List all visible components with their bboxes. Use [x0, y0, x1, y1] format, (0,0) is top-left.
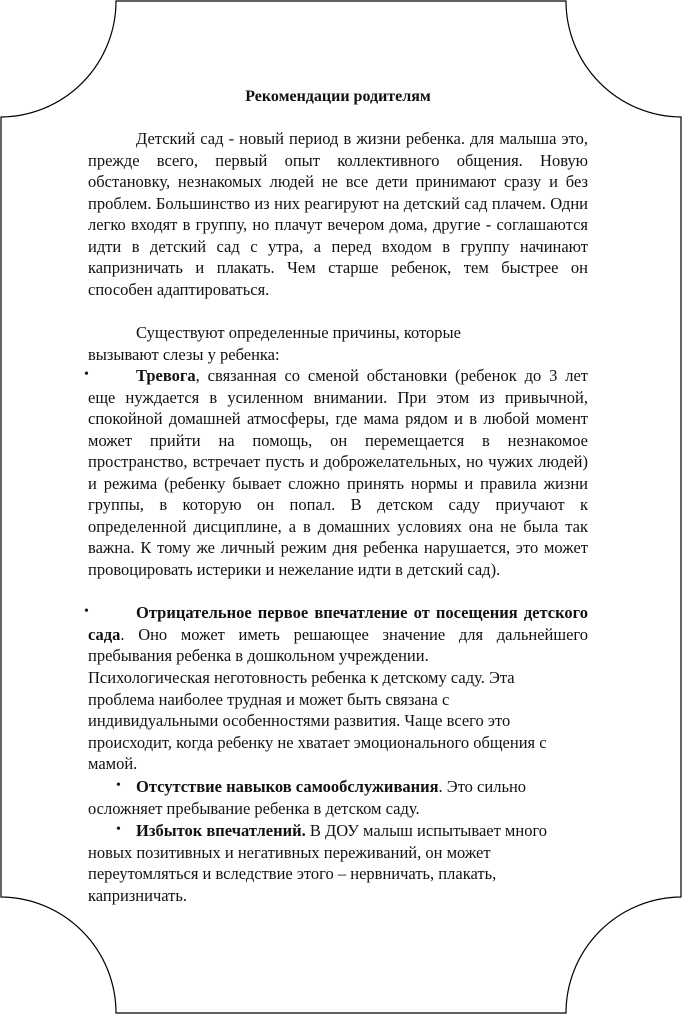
causes-intro: Существуют определенные причины, которые вызывают слезы у ребенка:: [88, 323, 461, 364]
bullet-marker: •: [116, 778, 121, 793]
intro-paragraph: Детский сад - новый период в жизни ребенка. для малыша это, прежде всего, первый опыт коллективного общения. Новую обстановку, незнакомых людей не все дети принимают сразу и без проблем. Большинство из них реагируют на детский сад плачем. Одни легко входят в группу, но плачут вечером дома, другие - соглашаются идти в детский сад с утра, а перед входом в группу начинают капризничать и плакать. Чем старше ребенок, тем быстрее он способен адаптироваться.: [88, 129, 588, 299]
list-item-bold: Тревога: [136, 366, 196, 385]
list-item-text: , связанная со сменой обстановки (ребенок до 3 лет еще нуждается в усиленном внимании. При этом из привычной, спокойной домашней атмосферы, где мама рядом и в любой момент может прийти на помощь, он перемещается в незнакомое пространство, встречает пусть и доброжелательных, но чужих людей) и режима (ребенку бывает сложно принять нормы и правила жизни группы, в которую он попал. В детском саду приучают к определенной дисциплине, а в домашних условиях она не была так важна. К тому же личный режим дня ребенка нарушается, это может провоцировать истерики и нежелание идти в детский сад).: [88, 366, 588, 579]
list-item-text: . Это сильно осложняет пребывание ребенка в детском саду.: [88, 777, 527, 818]
list-item-bold: Избыток впечатлений.: [136, 821, 306, 840]
bullet-marker: •: [84, 367, 89, 382]
list-item-unreadiness-text: Психологическая неготовность ребенка к детскому саду. Эта проблема наиболее трудная и может быть связана с индивидуальными особенностями развития. Чаще всего это происходит, когда ребенку не хватает эмоционального общения с мамой.: [88, 668, 547, 773]
page-title: Рекомендации родителям: [245, 88, 431, 105]
bullet-marker: •: [84, 604, 89, 619]
list-item-bold: Отсутствие навыков самообслуживания: [136, 777, 439, 796]
list-item-anxiety: [88, 365, 588, 580]
bullet-marker: •: [116, 822, 121, 837]
list-item-text: В ДОУ малыш испытывает много новых позитивных и негативных переживаний, он может переутомляться и вследствие этого – нервничать, плакать, капризничать.: [88, 821, 548, 905]
list-item-first-impression: [88, 602, 588, 667]
list-item-bold: Отрицательное первое впечатление от посещения детского сада: [88, 603, 588, 644]
list-item-text: . Оно может иметь решающее значение для дальнейшего пребывания ребенка в дошкольном учреждении.: [88, 624, 588, 665]
list-item-overstimulation: [88, 820, 563, 906]
list-item-self-care: [88, 776, 588, 819]
